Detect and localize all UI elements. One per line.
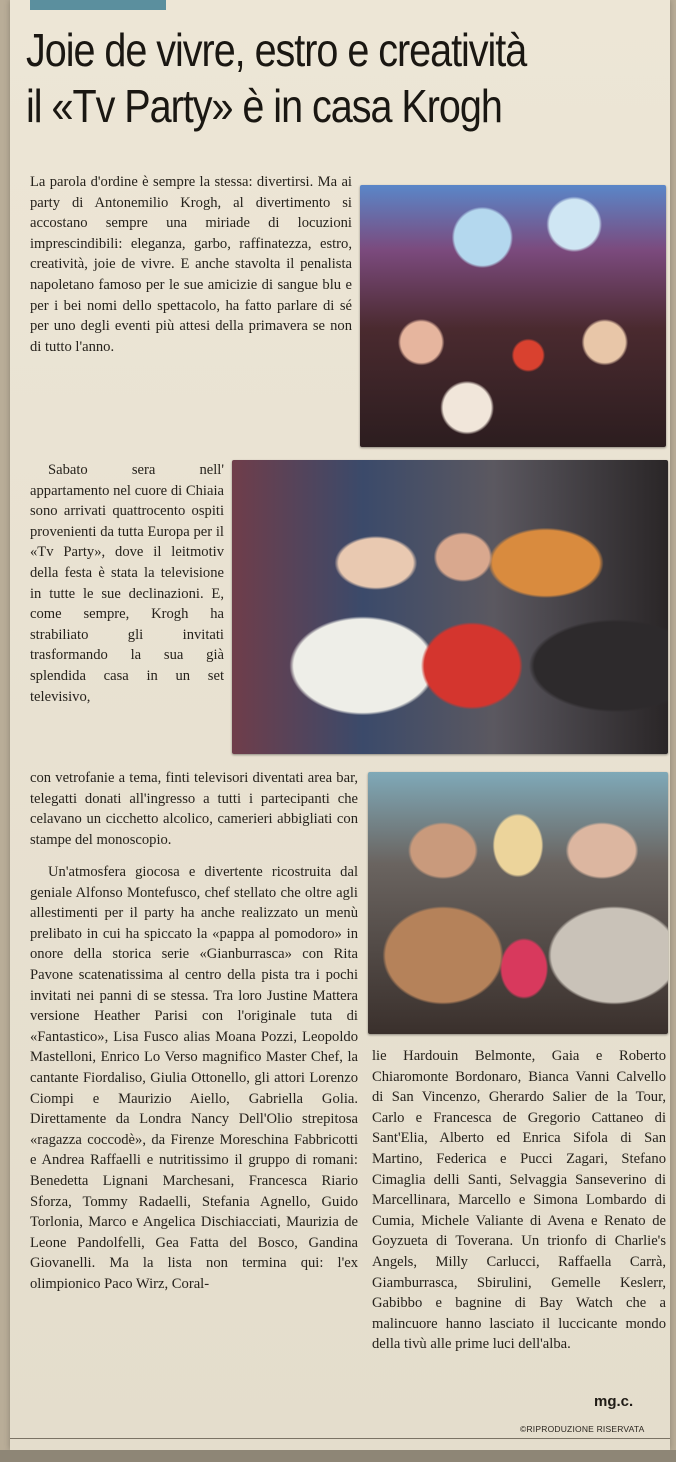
section-tab	[30, 0, 166, 10]
article-paragraph-1: La parola d'ordine è sempre la stessa: divertirsi. Ma ai party di Antonemilio Krogh, al divertimento si accostano sempre una miriade di locuzioni imprescindibili: eleganza, garbo, raffinatezza, estro, creatività, joie de vivre. E anche stavolta il penalista napoletano famoso per le sue amicizie di sangue blu e per i bei nomi dello spettacolo, ha fatto parlare di sé per uno degli eventi più attesi della primavera se non di tutto l'anno.	[30, 174, 352, 355]
page-edge	[0, 1450, 676, 1462]
copyright-notice: ©RIPRODUZIONE RISERVATA	[520, 1424, 645, 1434]
article-paragraph-2: Sabato sera nell' appartamento nel cuore di Chiaia sono arrivati quattrocento ospiti provenienti da tutta Europa per il «Tv Party», dove il leitmotiv della festa è stata la televisione in tutte le sue declinazioni. E, come sempre, Krogh ha strabiliato gli invitati trasformando la sua già splendida casa in un set televisivo,	[30, 462, 224, 705]
article-headline	[26, 22, 576, 134]
article-col1-narrow	[30, 460, 224, 707]
page-divider	[10, 1438, 670, 1439]
newspaper-page	[10, 0, 670, 1450]
headline-line-1: Joie de vivre, estro e creatività	[26, 24, 527, 76]
article-col1-top	[30, 172, 352, 357]
article-paragraph-4: lie Hardouin Belmonte, Gaia e Roberto Chiaromonte Bordonaro, Bianca Vanni Calvello di San Vincenzo, Gherardo Salier de la Tour, Carlo e Francesca de Gregorio Cattaneo di Sant'Elia, Alberto ed Enrica Sifola di San Martino, Federica e Pucci Zagari, Stefano Cimaglia delli Santi, Selvaggia Sanseverino di Marcellinara, Marcello e Simona Lombardo di Cumia, Michele Valiante di Avena e Renato de Goyzueta di Toverana. Un trionfo di Charlie's Angels, Milly Carlucci, Raffaella Carrà, Giamburrasca, Sbirulini, Gemelle Keslerr, Gabibbo e bagnine di Bay Watch che a malincuore hanno lasciato il luccicante mondo della tivù alle prime luci dell'alba.	[372, 1048, 666, 1353]
guests-in-costume-photo	[368, 772, 668, 1034]
article-paragraph-3: Un'atmosfera giocosa e divertente ricostruita dal geniale Alfonso Montefusco, chef stellato che oltre agli allestimenti per il party ha anche realizzato un menù prelibato in cui ha spiccato la «pappa al pomodoro» in onore della storica serie «Gianburrasca» con Rita Pavone scatenatissima al centro della pista tra i pochi invitati nei panni di se stessa. Tra loro Justine Mattera versione Heather Parisi con l'originale tuta di «Fantastico», Lisa Fusco alias Moana Pozzi, Leopoldo Mastelloni, Enrico Lo Verso magnifico Master Chef, la cantante Fiordaliso, Giulia Ottonello, gli attori Lorenzo Ciompi e Maurizio Aiello, Gabriella Golia. Direttamente da Londra Nancy Dell'Olio strepitosa «ragazza coccodè», da Firenze Moreschina Fabbricotti e Andrea Raffaelli e nutritissimo il gruppo di romani: Benedetta Lignani Marchesani, Francesca Riario Sforza, Tommy Radaelli, Stefania Agnello, Guido Torlonia, Marco e Angelica Dischiacciati, Maurizia de Leone Pandolfelli, Gea Fatta del Bosco, Gandina Giovanelli. Ma la lista non termina qui: l'ex olimpionico Paco Wirz, Coral-	[30, 864, 358, 1292]
article-col1-wide	[30, 768, 358, 850]
article-col1-bottom	[30, 862, 358, 1294]
party-crowd-photo	[360, 185, 666, 447]
author-signature: mg.c.	[594, 1393, 634, 1410]
article-paragraph-2-cont: con vetrofanie a tema, finti televisori diventati area bar, telegatti donati all'ingresso a tutti i partecipanti che celavano un cicchetto alcolico, camerieri abbigliati con stampe del monoscopio.	[30, 770, 358, 848]
headline-line-2: il «Tv Party» è in casa Krogh	[26, 80, 502, 132]
krogh-with-guests-photo	[232, 460, 668, 754]
article-col2	[372, 1046, 666, 1355]
